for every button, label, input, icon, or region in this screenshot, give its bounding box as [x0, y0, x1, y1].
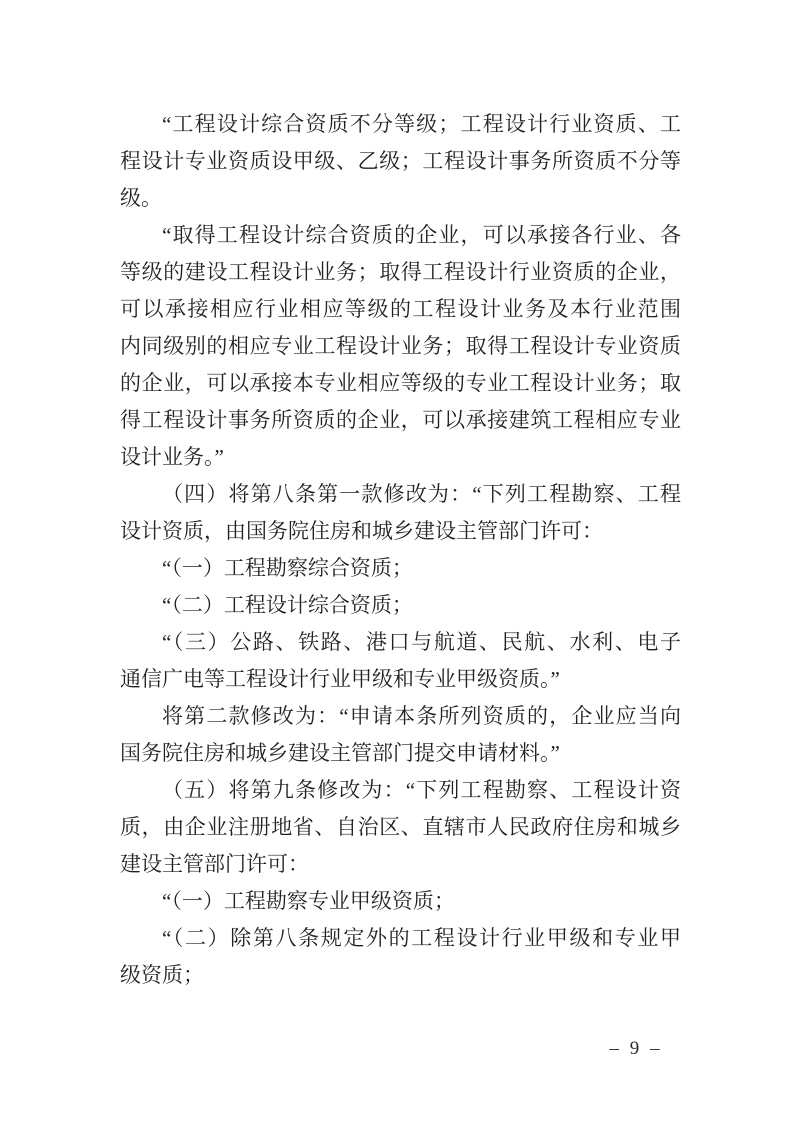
- text-line: 建设主管部门许可：: [120, 852, 309, 876]
- text-line: 等级的建设工程设计业务；取得工程设计行业资质的企业，: [120, 260, 681, 284]
- text-line: 设计资质，由国务院住房和城乡建设主管部门许可：: [120, 519, 603, 543]
- text-line: 内同级别的相应专业工程设计业务；取得工程设计专业资质: [120, 334, 681, 358]
- text-line: 级资质；: [120, 963, 204, 987]
- text-line: 的企业，可以承接本专业相应等级的专业工程设计业务；取: [120, 371, 681, 395]
- text-line: “（一）工程勘察综合资质；: [162, 556, 413, 580]
- text-line: （五）将第九条修改为：“下列工程勘察、工程设计资: [162, 778, 681, 802]
- text-line: “工程设计综合资质不分等级；工程设计行业资质、工: [162, 112, 681, 136]
- text-line: “取得工程设计综合资质的企业，可以承接各行业、各: [162, 223, 681, 247]
- text-line: 可以承接相应行业相应等级的工程设计业务及本行业范围: [120, 297, 681, 321]
- text-line: “（三）公路、铁路、港口与航道、民航、水利、电子: [162, 630, 681, 654]
- text-line: “（一）工程勘察专业甲级资质；: [162, 889, 455, 913]
- text-line: “（二）除第八条规定外的工程设计行业甲级和专业甲: [162, 926, 681, 950]
- text-line: 通信广电等工程设计行业甲级和专业甲级资质。”: [120, 667, 560, 691]
- text-line: 得工程设计事务所资质的企业，可以承接建筑工程相应专业: [120, 408, 681, 432]
- text-line: 将第二款修改为：“申请本条所列资质的，企业应当向: [162, 704, 681, 728]
- text-line: “（二）工程设计综合资质；: [162, 593, 413, 617]
- text-line: 质，由企业注册地省、自治区、直辖市人民政府住房和城乡: [120, 815, 681, 839]
- text-line: 国务院住房和城乡建设主管部门提交申请材料。”: [120, 741, 560, 765]
- text-line: 级。: [120, 186, 162, 210]
- text-line: （四）将第八条第一款修改为：“下列工程勘察、工程: [162, 482, 681, 506]
- text-line: 程设计专业资质设甲级、乙级；工程设计事务所资质不分等: [120, 149, 681, 173]
- text-line: 设计业务。”: [120, 445, 224, 469]
- document-body: [120, 106, 681, 994]
- page-number: – 9 –: [609, 1038, 663, 1059]
